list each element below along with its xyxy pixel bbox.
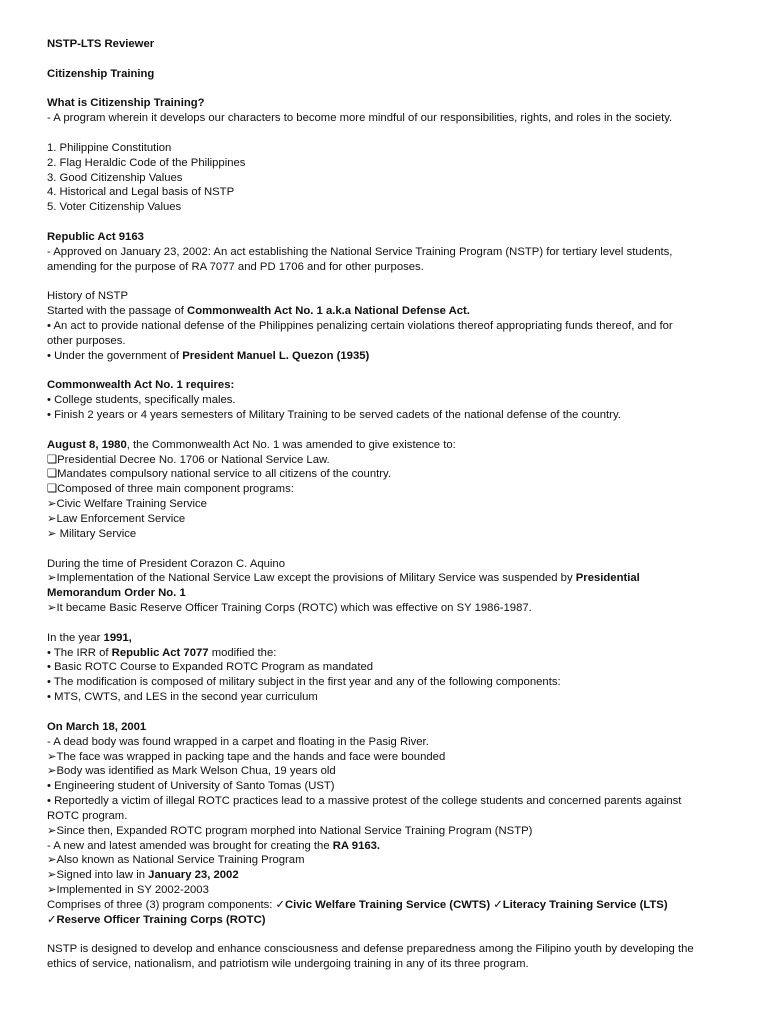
list-item: 3. Good Citizenship Values: [47, 171, 183, 184]
ra9163-heading: Republic Act 9163: [47, 230, 144, 243]
list-item: ➢Law Enforcement Service: [47, 513, 186, 525]
list-item: ➢The face was wrapped in packing tape and the hands and face were bounded: [47, 750, 446, 763]
bullet-line: [47, 349, 727, 364]
list-item: ➢Civic Welfare Training Service: [47, 498, 207, 511]
list-item: ➢Body was identified as Mark Welson Chua, 19 years old: [47, 765, 336, 778]
text-run: modified the:: [208, 646, 277, 659]
bold-text-run: Commonwealth Act No. 1 a.k.a National Defense Act.: [187, 305, 470, 318]
bullet-line-continued: other purposes.: [47, 334, 126, 347]
list-item: • College students, specifically males.: [47, 394, 236, 407]
document-title: NSTP-LTS Reviewer: [47, 38, 155, 50]
text-run: , the Commonwealth Act No. 1 was amended to give existence to:: [126, 438, 456, 451]
closing-line: NSTP is designed to develop and enhance consciousness and defense preparedness among the Filipino youth by developing the: [47, 943, 694, 956]
text-run: In the year: [47, 631, 104, 644]
bold-text-run: ✓Civic Welfare Training Service (CWTS) ✓Literacy Training Service (LTS): [275, 898, 668, 911]
paragraph-line: ➢It became Basic Reserve Officer Training Corps (ROTC) which was effective on SY 1986-1987.: [47, 602, 532, 615]
bold-text-run: January 23, 2002: [148, 869, 239, 882]
text-run: Started with the passage of: [47, 305, 188, 318]
bold-text-run: Republic Act 7077: [111, 646, 209, 659]
topics-list: [47, 141, 727, 215]
mar2001-heading: On March 18, 2001: [47, 720, 147, 733]
text-run: ➢Implementation of the National Service Law except the provisions of Military Service was suspended by: [47, 572, 576, 585]
bold-text-run: 1991,: [103, 631, 132, 644]
list-item: • Engineering student of University of Santo Tomas (UST): [47, 780, 335, 793]
list-item: ➢ Military Service: [47, 527, 137, 540]
list-item: 1. Philippine Constitution: [47, 141, 172, 154]
list-item: ❑Composed of three main component programs:: [47, 483, 294, 496]
history-heading: History of NSTP: [47, 290, 128, 303]
components-line: [47, 898, 727, 913]
bold-text-run: RA 9163.: [332, 839, 381, 852]
bold-text-run: August 8, 1980: [47, 438, 127, 451]
paragraph-line: amending for the purpose of RA 7077 and PD 1706 and for other purposes.: [47, 260, 424, 273]
list-item-continued: ROTC program.: [47, 809, 128, 822]
text-run: • The IRR of: [47, 646, 112, 659]
list-item: • Basic ROTC Course to Expanded ROTC Program as mandated: [47, 661, 374, 674]
list-item: • Finish 2 years or 4 years semesters of Military Training to be served cadets of the national defense of the country.: [47, 409, 621, 422]
list-item: 2. Flag Heraldic Code of the Philippines: [47, 156, 246, 169]
section-heading: Citizenship Training: [47, 67, 155, 80]
components-line-continued: ✓Reserve Officer Training Corps (ROTC): [47, 913, 266, 926]
list-item: ➢Since then, Expanded ROTC program morphed into National Service Training Program (NSTP): [47, 824, 533, 837]
bold-text-run: Presidential: [575, 572, 640, 585]
text-run: • Under the government of: [47, 349, 183, 362]
closing-line: ethics of service, nationalism, and patriotism wile undergoing training in any of its three program.: [47, 958, 529, 971]
list-item: 5. Voter Citizenship Values: [47, 201, 182, 214]
list-item: - A dead body was found wrapped in a carpet and floating in the Pasig River.: [47, 735, 429, 748]
question-heading: What is Citizenship Training?: [47, 97, 205, 110]
list-item: • MTS, CWTS, and LES in the second year curriculum: [47, 691, 318, 704]
list-item: ➢Also known as National Service Training Program: [47, 854, 305, 867]
paragraph-line: [47, 571, 727, 586]
aug1980-line: [47, 438, 727, 453]
list-item: [47, 646, 727, 661]
aquino-heading: During the time of President Corazon C. Aquino: [47, 557, 285, 570]
text-run: - A new and latest amended was brought for creating the: [47, 839, 333, 852]
bullet-line: • An act to provide national defense of the Philippines penalizing certain violations thereof appropriating funds thereof, and for: [47, 320, 673, 333]
question-answer: - A program wherein it develops our characters to become more mindful of our responsibilities, rights, and roles in the society.: [47, 112, 673, 125]
list-item: ➢Implemented in SY 2002-2003: [47, 884, 209, 897]
paragraph-line: Memorandum Order No. 1: [47, 587, 186, 600]
ca1-heading: Commonwealth Act No. 1 requires:: [47, 379, 235, 392]
list-item: • The modification is composed of military subject in the first year and any of the following components:: [47, 676, 561, 689]
list-item: [47, 868, 727, 883]
list-item: ❑Mandates compulsory national service to all citizens of the country.: [47, 468, 391, 481]
year-1991-line: [47, 631, 727, 646]
text-run: ➢Signed into law in: [47, 869, 149, 882]
bold-text-run: President Manuel L. Quezon (1935): [182, 349, 370, 362]
list-item: 4. Historical and Legal basis of NSTP: [47, 186, 235, 199]
text-run: Comprises of three (3) program components:: [47, 898, 276, 911]
list-item: • Reportedly a victim of illegal ROTC practices lead to a massive protest of the college students and concerned parents against: [47, 795, 682, 808]
paragraph-line: [47, 304, 727, 319]
list-item: [47, 839, 727, 854]
paragraph-line: - Approved on January 23, 2002: An act establishing the National Service Training Program (NSTP) for tertiary level students,: [47, 245, 673, 258]
list-item: ❑Presidential Decree No. 1706 or National Service Law.: [47, 453, 330, 466]
